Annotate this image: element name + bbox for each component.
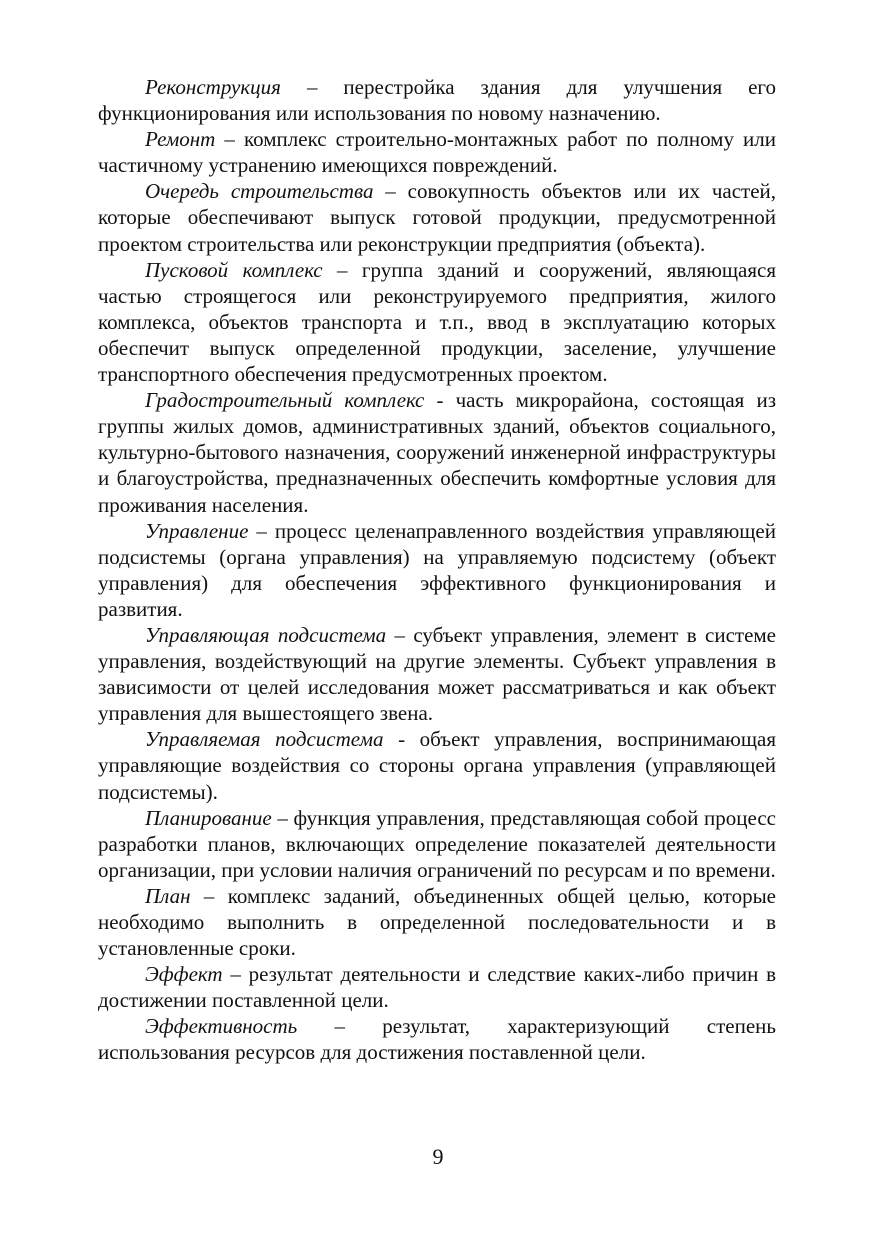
definition-term: Управляемая подсистема <box>145 727 384 752</box>
definition-paragraph <box>98 1013 776 1065</box>
definition-text: часть микрорайона, состоящая из группы жилых домов, административных зданий, объектов социального, культурно-бытового назначения, сооружений инженерной инфраструктуры и благоустройства, предназначенных обеспечить комфортные условия для проживания населения. <box>98 388 776 517</box>
definition-separator: – <box>271 805 294 830</box>
document-body <box>98 74 776 1066</box>
definition-separator: - <box>424 388 456 413</box>
definition-separator: – <box>280 75 344 99</box>
definition-text: комплекс строительно-монтажных работ по полному или частичному устранению имеющихся повреждений. <box>98 127 776 178</box>
definition-paragraph <box>98 726 776 804</box>
definition-term: Эффективность <box>145 1014 298 1039</box>
definition-separator: - <box>383 727 420 752</box>
definition-term: Градостроительный комплекс <box>145 388 425 413</box>
definition-separator: – <box>322 257 362 282</box>
definition-term: Ремонт <box>145 127 216 152</box>
definition-text: результат деятельности и следствие каких-либо причин в достижении поставленной цели. <box>98 962 776 1013</box>
definition-text: перестройка здания для улучшения его функционирования или использования по новому назначению. <box>98 75 776 126</box>
definition-paragraph <box>98 518 776 622</box>
definition-separator: – <box>386 622 414 647</box>
definition-separator: – <box>248 518 275 543</box>
definition-separator: – <box>373 179 408 204</box>
definition-term: Пусковой комплекс <box>145 257 323 282</box>
definition-paragraph <box>98 622 776 726</box>
definition-paragraph <box>98 126 776 178</box>
definition-text: функция управления, представляющая собой процесс разработки планов, включающих определение показателей деятельности организации, при условии наличия ограничений по ресурсам и по времени. <box>98 805 776 882</box>
definition-separator: – <box>297 1014 383 1039</box>
definition-separator: – <box>222 962 249 987</box>
definition-separator: – <box>190 883 228 908</box>
definition-separator: – <box>215 127 244 152</box>
definition-term: Управление <box>145 518 249 543</box>
definition-text: группа зданий и сооружений, являющаяся частью строящегося или реконструируемого предприятия, жилого комплекса, объектов транспорта и т.п., ввод в эксплуатацию которых обеспечит выпуск определенной продукции, заселение, улучшение транспортного обеспечения предусмотренных проектом. <box>98 257 777 387</box>
definition-text: процесс целенаправленного воздействия управляющей подсистемы (органа управления) на управляемую подсистему (объект управления) для обеспечения эффективного функционирования и развития. <box>98 518 776 621</box>
definition-term: Эффект <box>145 962 223 987</box>
definition-text: комплекс заданий, объединенных общей целью, которые необходимо выполнить в определенной последовательности и в установленные сроки. <box>98 883 776 961</box>
definition-term: Реконструкция <box>145 75 281 99</box>
definition-paragraph <box>98 178 776 256</box>
definition-paragraph <box>98 257 776 387</box>
definition-term: Очередь строительства <box>145 179 374 204</box>
definition-text: совокупность объектов или их частей, которые обеспечивают выпуск готовой продукции, предусмотренной проектом строительства или реконструкции предприятия (объекта). <box>98 179 777 256</box>
definition-term: Управляющая подсистема <box>145 622 387 647</box>
page-number: 9 <box>432 1144 444 1169</box>
definition-text: объект управления, воспринимающая управляющие воздействия со стороны органа управления (управляющей подсистемы). <box>98 727 776 804</box>
definition-text: субъект управления, элемент в системе управления, воздействующий на другие элементы. Субъект управления в зависимости от целей исследования может рассматриваться и как объект управления для вышестоящего звена. <box>98 622 776 726</box>
definition-paragraph <box>98 961 776 1013</box>
definition-paragraph <box>98 805 776 883</box>
definition-term: План <box>145 883 191 908</box>
definition-paragraph <box>98 387 776 517</box>
definition-paragraph <box>98 74 776 126</box>
definition-term: Планирование <box>145 805 272 830</box>
definition-paragraph <box>98 883 776 961</box>
definition-text: результат, характеризующий степень использования ресурсов для достижения поставленной цели. <box>98 1014 776 1065</box>
